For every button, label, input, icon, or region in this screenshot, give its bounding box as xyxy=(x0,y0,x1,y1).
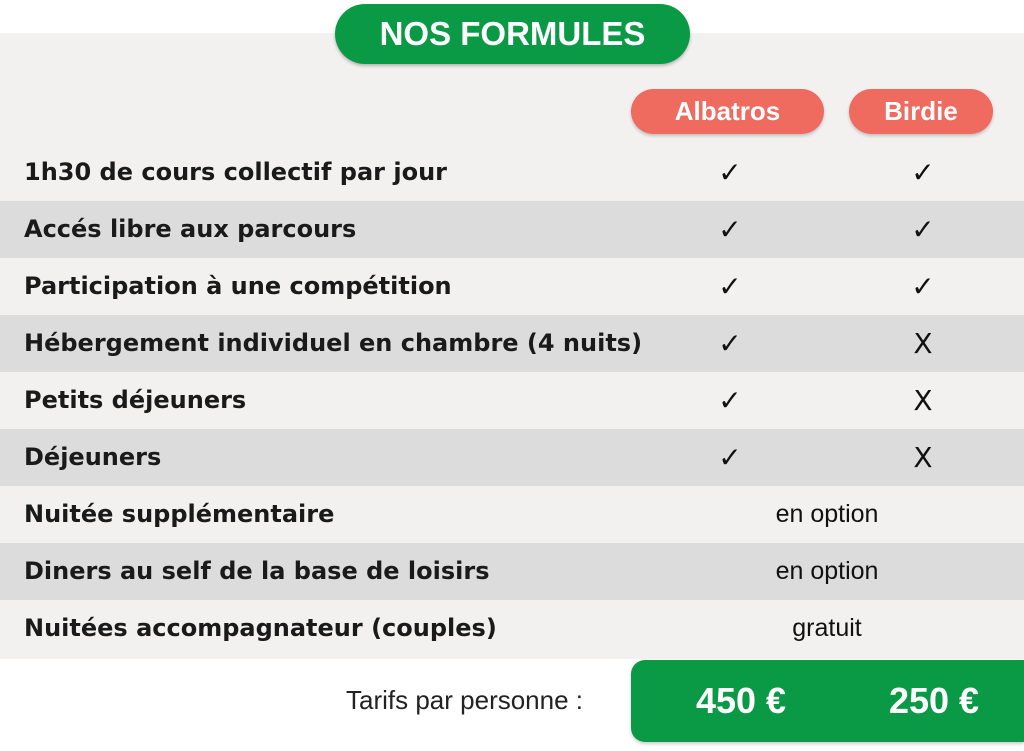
birdie-cross-icon: X xyxy=(913,327,933,360)
albatros-check-icon: ✓ xyxy=(718,441,742,474)
birdie-check-icon: ✓ xyxy=(911,213,935,246)
birdie-check-icon: ✓ xyxy=(911,156,935,189)
option-value: en option xyxy=(775,557,879,585)
row-label: Petits déjeuners xyxy=(24,386,247,414)
row-label: Nuitées accompagnateur (couples) xyxy=(24,614,497,642)
table-row xyxy=(0,600,1024,657)
albatros-check-icon: ✓ xyxy=(718,270,742,303)
birdie-check-icon: ✓ xyxy=(911,270,935,303)
option-value: gratuit xyxy=(792,614,862,642)
row-label: Participation à une compétition xyxy=(24,272,452,300)
albatros-check-icon: ✓ xyxy=(718,213,742,246)
row-label: Hébergement individuel en chambre (4 nuits) xyxy=(24,329,643,357)
table-row xyxy=(0,372,1024,429)
table-row xyxy=(0,486,1024,543)
row-label: 1h30 de cours collectif par jour xyxy=(24,158,447,186)
column-header-birdie: Birdie xyxy=(849,89,993,134)
albatros-check-icon: ✓ xyxy=(718,327,742,360)
table-row xyxy=(0,144,1024,201)
albatros-check-icon: ✓ xyxy=(718,384,742,417)
column-header-albatros: Albatros xyxy=(631,89,824,134)
table-row xyxy=(0,201,1024,258)
table-row xyxy=(0,543,1024,600)
table-row xyxy=(0,429,1024,486)
albatros-check-icon: ✓ xyxy=(718,156,742,189)
option-value: en option xyxy=(775,500,879,528)
row-label: Diners au self de la base de loisirs xyxy=(24,557,490,585)
birdie-cross-icon: X xyxy=(913,441,933,474)
pricing-label: Tarifs par personne : xyxy=(346,685,584,715)
table-row xyxy=(0,315,1024,372)
page-title: NOS FORMULES xyxy=(335,4,690,64)
row-label: Accés libre aux parcours xyxy=(24,215,357,243)
birdie-cross-icon: X xyxy=(913,384,933,417)
birdie-price: 250 € xyxy=(888,680,980,721)
row-label: Nuitée supplémentaire xyxy=(24,500,335,528)
table-row xyxy=(0,258,1024,315)
row-label: Déjeuners xyxy=(24,443,162,471)
albatros-price: 450 € xyxy=(695,680,787,721)
pricing-box xyxy=(631,660,1024,742)
